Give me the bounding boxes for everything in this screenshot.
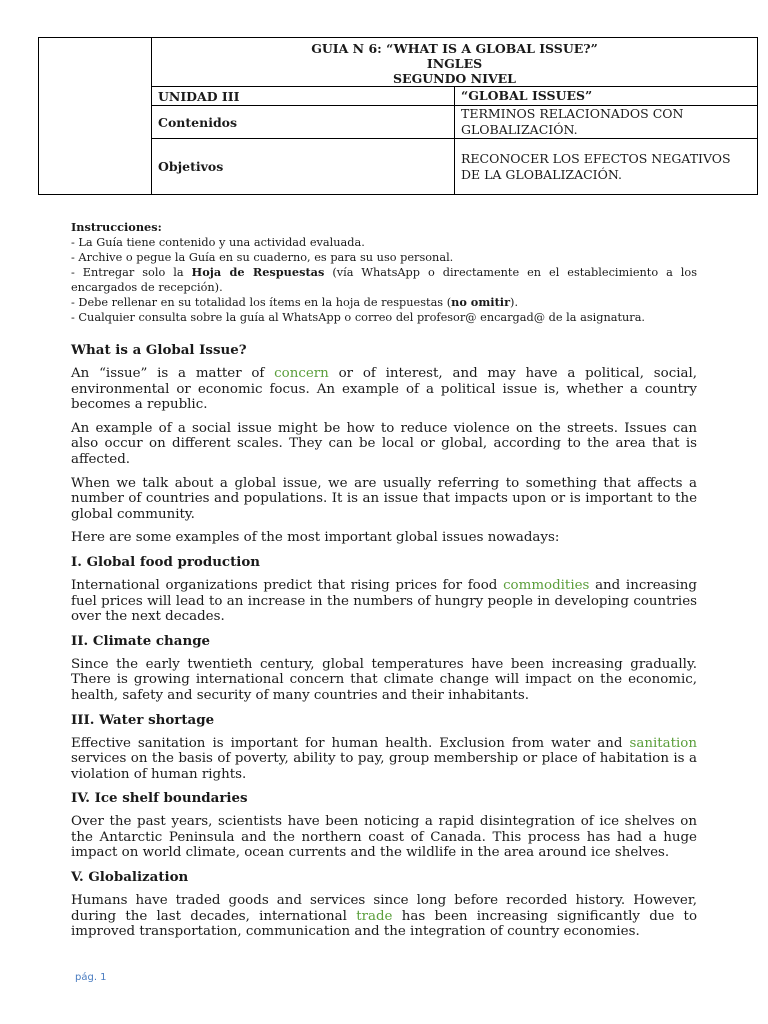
paragraph: An example of a social issue might be how to reduce violence on the streets. Issues can also occur on different scales. They can be local or global, according to the area that is affected. — [71, 420, 697, 467]
text: or of interest, and may have a political, social, environmental or economic focus. An example of a political issue is, whether a country becomes a republic. — [71, 366, 697, 413]
text: Effective sanitation is important for human health. Exclusion from water and — [71, 735, 630, 751]
highlight-term: concern — [274, 366, 329, 381]
section-heading: I. Global food production — [71, 553, 261, 570]
main-content — [71, 342, 697, 948]
text: has been increasing significantly due to improved transportation, communication and the integration of country economies. — [71, 908, 698, 940]
paragraph — [71, 736, 697, 783]
instruction-item: - La Guía tiene contenido y una actividad evaluada. — [71, 236, 365, 249]
instruction-item: - Archive o pegue la Guía en su cuaderno, es para su uso personal. — [71, 251, 454, 264]
objectives-label: Objetivos — [152, 139, 455, 195]
contents-label: Contenidos — [152, 106, 455, 139]
highlight-term: sanitation — [629, 735, 697, 751]
page-number: pág. 1 — [75, 972, 107, 983]
unit-value: “GLOBAL ISSUES” — [455, 87, 758, 106]
title-line: INGLES — [426, 55, 483, 71]
text: An “issue” is a matter of — [71, 366, 275, 381]
paragraph: Since the early twentieth century, global temperatures have been increasing gradually. There is growing international concern that climate change will impact on the economic, health, safety and security of many countries and their inhabitants. — [71, 656, 697, 703]
title-line: GUIA N 6: “WHAT IS A GLOBAL ISSUE?” — [311, 40, 598, 56]
contents-value: TERMINOS RELACIONADOS CON GLOBALIZACIÓN. — [455, 106, 758, 139]
paragraph — [71, 578, 697, 625]
paragraph: Here are some examples of the most important global issues nowadays: — [71, 530, 560, 546]
bold-text: Hoja de Respuestas — [191, 265, 325, 279]
text: and increasing fuel prices will lead to an increase in the numbers of hungry people in developing countries over the next decades. — [71, 577, 697, 625]
highlight-term: commodities — [503, 577, 590, 593]
bold-text: no omitir — [451, 295, 511, 309]
header-table — [38, 37, 758, 195]
paragraph: Over the past years, scientists have been noticing a rapid disintegration of ice shelves on the Antarctic Peninsula and the northern coast of Canada. This process has had a huge impact on world climate, ocean currents and the wildlife in the area around ice shelves. — [71, 814, 697, 861]
paragraph: When we talk about a global issue, we are usually referring to something that affects a number of countries and populations. It is an issue that impacts upon or is important to the global community. — [71, 475, 697, 522]
paragraph — [71, 893, 697, 940]
section-heading: IV. Ice shelf boundaries — [71, 790, 248, 807]
unit-label: UNIDAD III — [152, 87, 455, 106]
text: services on the basis of poverty, ability to pay, group membership or place of habitation is a violation of human rights. — [71, 751, 697, 782]
instructions-title: Instrucciones: — [71, 220, 162, 234]
guide-title — [152, 38, 758, 87]
text: - Debe rellenar en su totalidad los ítems en la hoja de respuestas ( — [71, 296, 452, 309]
instruction-item — [71, 295, 697, 310]
section-heading: III. Water shortage — [71, 711, 215, 728]
text: International organizations predict that rising prices for food — [71, 577, 504, 593]
section-heading: V. Globalization — [71, 869, 189, 886]
text: ). — [510, 296, 519, 309]
text: Humans have traded goods and services since long before recorded history. However, during the last decades, international — [71, 893, 697, 924]
instruction-item: - Cualquier consulta sobre la guía al WhatsApp o correo del profesor@ encargad@ de la asignatura. — [71, 311, 646, 324]
objectives-value: RECONOCER LOS EFECTOS NEGATIVOS DE LA GLOBALIZACIÓN. — [455, 139, 758, 195]
section-heading: What is a Global Issue? — [71, 342, 247, 358]
title-line: SEGUNDO NIVEL — [393, 70, 516, 86]
section-heading: II. Climate change — [71, 632, 211, 649]
paragraph — [71, 366, 697, 413]
highlight-term: trade — [356, 908, 393, 924]
instructions — [71, 220, 697, 325]
text: (vía WhatsApp o directamente en el establecimiento a los encargados de recepción). — [71, 266, 698, 294]
text: - Entregar solo la — [71, 266, 192, 279]
instruction-item — [71, 265, 697, 295]
logo-cell — [39, 38, 152, 195]
